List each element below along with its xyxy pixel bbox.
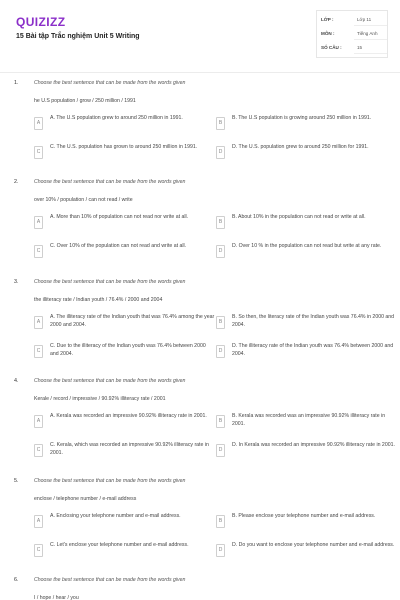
meta-value: Lớp 11 xyxy=(357,17,372,22)
option-letter-box[interactable]: D xyxy=(216,345,225,358)
quizizz-logo: QUIZIZZ xyxy=(16,15,66,29)
option-letter-box[interactable]: A xyxy=(34,316,43,329)
option-a[interactable] xyxy=(34,115,214,135)
question-number: 2. xyxy=(14,179,19,185)
option-letter-box[interactable]: B xyxy=(216,515,225,528)
option-text: D. Over 10 % in the population can not read but write at any rate. xyxy=(232,243,382,249)
option-text: C. Let's enclose your telephone number and e-mail address. xyxy=(50,542,189,548)
option-b[interactable] xyxy=(216,314,396,334)
question-prompt: I / hope / hear / you xyxy=(34,595,79,600)
option-d[interactable] xyxy=(216,442,396,462)
meta-info-box xyxy=(316,10,388,58)
option-text: D. The U.S. population grew to around 250 million for 1991. xyxy=(232,144,369,150)
option-letter-box[interactable]: A xyxy=(34,216,43,229)
question-number: 4. xyxy=(14,378,19,384)
option-letter-box[interactable]: B xyxy=(216,316,225,329)
option-text: C. The U.S. population has grown to around 250 million in 1991. xyxy=(50,144,198,150)
option-d[interactable] xyxy=(216,343,396,363)
meta-label: SỐ CÂU : xyxy=(321,45,342,50)
meta-label: MÔN : xyxy=(321,31,335,36)
option-b[interactable] xyxy=(216,413,396,433)
option-b[interactable] xyxy=(216,513,396,533)
option-text: B. Kerala was recorded was an impressive 90.92% illiteracy rate in 2001. xyxy=(232,413,386,427)
option-c[interactable] xyxy=(34,144,214,164)
option-c[interactable] xyxy=(34,243,214,263)
option-b[interactable] xyxy=(216,115,396,135)
option-text: A. More than 10% of population can not read nor write at all. xyxy=(50,214,189,220)
header-divider xyxy=(0,72,400,73)
option-letter-box[interactable]: A xyxy=(34,117,43,130)
meta-row-count xyxy=(321,45,389,55)
option-text: D. The illiteracy rate of the Indian youth was 76.4% between 2000 and 2004. xyxy=(232,343,394,357)
question-instruction: Choose the best sentence that can be made from the words given xyxy=(34,279,186,285)
option-text: C. Over 10% of the population can not read and write at all. xyxy=(50,243,187,249)
option-letter-box[interactable]: C xyxy=(34,146,43,159)
option-text: D. In Kerala was recorded an impressive 90.92% illiteracy rate in 2001. xyxy=(232,442,395,448)
question-instruction: Choose the best sentence that can be made from the words given xyxy=(34,478,186,484)
question-number: 5. xyxy=(14,478,19,484)
meta-value: 15 xyxy=(357,45,363,50)
option-letter-box[interactable]: B xyxy=(216,216,225,229)
meta-label: LỚP : xyxy=(321,17,334,22)
meta-value: Tiếng Anh xyxy=(357,31,378,36)
question-number: 1. xyxy=(14,80,19,86)
question-prompt: over 10% / population / can not read / write xyxy=(34,197,133,203)
question-instruction: Choose the best sentence that can be made from the words given xyxy=(34,179,186,185)
option-b[interactable] xyxy=(216,214,396,234)
question-instruction: Choose the best sentence that can be made from the words given xyxy=(34,80,186,86)
option-text: B. About 10% in the population can not read or write at all. xyxy=(232,214,366,220)
option-letter-box[interactable]: B xyxy=(216,415,225,428)
option-a[interactable] xyxy=(34,513,214,533)
option-d[interactable] xyxy=(216,144,396,164)
option-a[interactable] xyxy=(34,413,214,433)
option-letter-box[interactable]: C xyxy=(34,345,43,358)
page-header xyxy=(0,0,400,72)
meta-row-class xyxy=(321,17,389,27)
option-d[interactable] xyxy=(216,243,396,263)
option-d[interactable] xyxy=(216,542,396,562)
option-text: C. Kerala, which was recorded an impressive 90.92% illiteracy rate in 2001. xyxy=(50,442,209,456)
meta-row-subject xyxy=(321,31,389,41)
option-text: A. Enclosing your telephone number and e-mail address. xyxy=(50,513,181,519)
option-text: A. The U.S population grew to around 250 million in 1991. xyxy=(50,115,183,121)
option-a[interactable] xyxy=(34,214,214,234)
option-c[interactable] xyxy=(34,343,214,363)
question-prompt: Kerale / record / impressive / 90.92% illiteracy rate / 2001 xyxy=(34,396,166,402)
document-title: 15 Bài tập Trắc nghiệm Unit 5 Writing xyxy=(16,33,140,40)
option-letter-box[interactable]: C xyxy=(34,245,43,258)
question-instruction: Choose the best sentence that can be made from the words given xyxy=(34,378,186,384)
option-text: B. The U.S population is growing around 250 million in 1991. xyxy=(232,115,372,121)
option-letter-box[interactable]: A xyxy=(34,515,43,528)
option-c[interactable] xyxy=(34,542,214,562)
option-text: B. Please enclose your telephone number and e-mail address. xyxy=(232,513,376,519)
question-number: 6. xyxy=(14,577,19,583)
option-letter-box[interactable]: C xyxy=(34,444,43,457)
option-text: A. Kerala was recorded an impressive 90.92% illiteracy rate in 2001. xyxy=(50,413,207,419)
option-text: D. Do you want to enclose your telephone number and e-mail address. xyxy=(232,542,395,548)
question-number: 3. xyxy=(14,279,19,285)
option-letter-box[interactable]: D xyxy=(216,146,225,159)
option-letter-box[interactable]: B xyxy=(216,117,225,130)
question-prompt: the illiteracy rate / Indian youth / 76.4% / 2000 and 2004 xyxy=(34,297,163,303)
option-a[interactable] xyxy=(34,314,214,334)
option-letter-box[interactable]: D xyxy=(216,245,225,258)
option-text: B. So then, the literacy rate of the Indian youth was 76.4% in 2000 and 2004. xyxy=(232,314,395,328)
question-prompt: he U.S population / grow / 250 million / 1991 xyxy=(34,98,136,104)
option-letter-box[interactable]: D xyxy=(216,444,225,457)
option-text: C. Due to the illiteracy of the Indian youth was 76.4% between 2000 and 2004. xyxy=(50,343,206,357)
option-letter-box[interactable]: C xyxy=(34,544,43,557)
option-letter-box[interactable]: D xyxy=(216,544,225,557)
option-letter-box[interactable]: A xyxy=(34,415,43,428)
option-c[interactable] xyxy=(34,442,214,462)
question-instruction: Choose the best sentence that can be made from the words given xyxy=(34,577,186,583)
option-text: A. The illiteracy rate of the Indian youth that was 76.4% among the year 2000 and 2004. xyxy=(50,314,215,328)
question-prompt: enclose / telephone number / e-mail address xyxy=(34,496,137,502)
